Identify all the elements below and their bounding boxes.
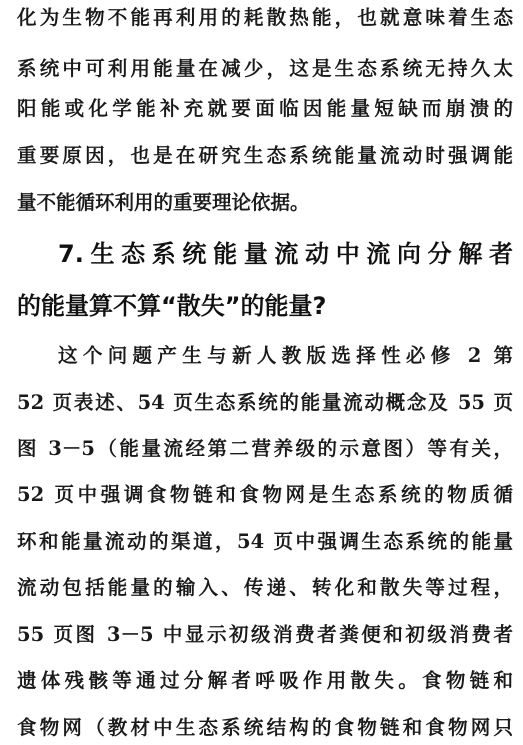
- paragraph-line: 52 页中强调食物链和食物网是生态系统的物质循: [17, 483, 513, 506]
- paragraph-line: 食物网（教材中生态系统结构的食物链和食物网只: [17, 716, 513, 739]
- section-heading-line: 的能量算不算“散失”的能量?: [17, 292, 327, 320]
- section-heading-line: 7.生态系统能量流动中流向分解者: [58, 240, 513, 268]
- paragraph-line: 环和能量流动的渠道，54 页中强调生态系统的能量: [17, 530, 513, 553]
- paragraph-line: 55 页图 3－5 中显示初级消费者粪便和初级消费者: [17, 623, 513, 646]
- paragraph-line: 阳能或化学能补充就要面临因能量短缺而崩溃的: [17, 97, 513, 120]
- paragraph-line: 遗体残骸等通过分解者呼吸作用散失。食物链和: [17, 669, 513, 692]
- paragraph-line: 系统中可利用能量在减少，这是生态系统无持久太: [17, 57, 513, 80]
- paragraph-line: 流动包括能量的输入、传递、转化和散失等过程，: [17, 576, 513, 599]
- paragraph-line: 化为生物不能再利用的耗散热能，也就意味着生态: [17, 6, 513, 29]
- paragraph-line: 量不能循环利用的重要理论依据。: [17, 191, 310, 214]
- paragraph-line: 52 页表述、54 页生态系统的能量流动概念及 55 页: [17, 391, 513, 414]
- paragraph-line: 图 3－5（能量流经第二营养级的示意图）等有关，: [17, 437, 513, 460]
- paragraph-line: 这个问题产生与新人教版选择性必修 2 第: [58, 344, 513, 367]
- paragraph-line: 重要原因，也是在研究生态系统能量流动时强调能: [17, 144, 513, 167]
